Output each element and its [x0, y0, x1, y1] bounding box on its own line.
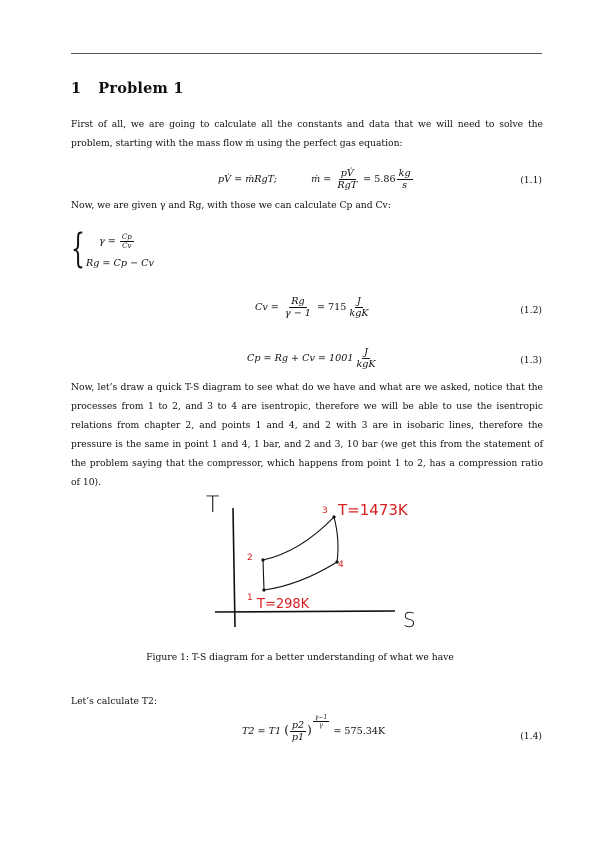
- cp-expression: Cp = Rg + Cv = 1001: [247, 353, 354, 364]
- cv-lhs: Cv =: [255, 302, 279, 313]
- gamma-num: Cp: [121, 233, 132, 241]
- ts-diagram: [200, 490, 430, 640]
- cp-unit-num: J: [364, 347, 368, 358]
- cv-unit-den: kgK: [349, 308, 369, 319]
- pressure-den: p1: [291, 732, 305, 743]
- close-paren: ): [307, 723, 312, 737]
- mdot-numerator: pV̇: [340, 168, 354, 179]
- equation-number-1-2: (1.2): [520, 305, 542, 316]
- label-t1: T=298K: [257, 597, 310, 612]
- exponent-den: γ: [319, 722, 323, 729]
- cp-unit-den: kgK: [356, 359, 376, 370]
- equation-number-1-3: (1.3): [520, 355, 542, 366]
- section-heading: [71, 80, 184, 97]
- equation-1-1: [218, 168, 414, 191]
- figure-caption: Figure 1: T-S diagram for a better understanding of what we have: [146, 652, 454, 663]
- cp-unit: [354, 347, 377, 370]
- axis-t-label: T: [206, 493, 220, 518]
- section-number: 1: [71, 80, 82, 97]
- paragraph-ts-diagram: Now, let’s draw a quick T-S diagram to see what do we have and what are we asked, notice that the processes from 1 to 2, and 3 to 4 are isentropic, therefore we will be able to use the isentropic relations from chapter 2, and points 1 and 4, and 2 with 3 are in isobaric lines, therefore the pressure is the same in point 1 and 4, 1 bar, and 2 and 3, 10 bar (we get this from the statement of the problem saying that the compressor, which happens from point 1 to 2, has a compression ratio of 10).: [71, 382, 543, 488]
- mdot-unit: [397, 168, 413, 191]
- equation-number-1-4: (1.4): [520, 731, 542, 742]
- point-3-marker: [332, 515, 335, 518]
- gamma-den: Cv: [122, 242, 132, 250]
- mdot-fraction: [335, 168, 359, 191]
- label-point-4: 4: [338, 560, 344, 570]
- paragraph-intro: First of all, we are going to calculate all the constants and data that we will need to solve the problem, starting with the mass flow ṁ using the perfect gas equation:: [71, 119, 543, 149]
- gamma-lhs: γ =: [99, 236, 116, 247]
- mdot-label: ṁ =: [311, 174, 332, 185]
- open-paren: (: [284, 723, 289, 737]
- equation-number-1-1: (1.1): [520, 175, 542, 186]
- mdot-value: = 5.86: [363, 174, 396, 185]
- mdot-unit-den: s: [402, 180, 408, 191]
- equation-1-3: [247, 347, 379, 370]
- axis-s-label: S: [403, 608, 416, 632]
- cv-fraction: [283, 296, 313, 319]
- cv-value: = 715: [316, 302, 347, 313]
- cv-unit: [347, 296, 370, 319]
- gamma-fraction: [120, 233, 134, 250]
- exponent-num: γ−1: [314, 714, 328, 721]
- section-title: Problem 1: [98, 80, 184, 97]
- gamma-definition: [99, 233, 135, 250]
- pressure-num: p2: [291, 720, 305, 731]
- label-point-2: 2: [247, 553, 253, 563]
- paragraph-given: Now, we are given γ and Rg, with those we can calculate Cp and Cv:: [71, 200, 391, 211]
- ideal-gas-equation: pV̇ = ṁRgT;: [218, 174, 277, 185]
- cycle-curve: [261, 515, 338, 591]
- point-1-marker: [262, 588, 265, 591]
- cv-unit-num: J: [357, 296, 361, 307]
- label-point-3: 3: [322, 506, 328, 516]
- cv-den: γ − 1: [284, 308, 311, 319]
- t2-value: = 575.34K: [333, 726, 386, 737]
- rg-definition: Rg = Cp − Cv: [86, 258, 154, 269]
- t2-lhs: T2 = T1: [242, 726, 282, 737]
- mdot-unit-num: kg: [398, 168, 411, 179]
- header-rule: [71, 53, 542, 54]
- mdot-denominator: RgT: [337, 180, 358, 191]
- t-axis: [233, 508, 235, 627]
- paragraph-t2: Let’s calculate T2:: [71, 696, 157, 707]
- equation-1-2: [255, 296, 372, 319]
- label-point-1: 1: [247, 593, 253, 603]
- label-t3: T=1473K: [338, 501, 408, 519]
- left-brace: {: [71, 226, 85, 272]
- point-2-marker: [261, 558, 264, 561]
- annotations: [247, 501, 409, 612]
- pressure-ratio: [290, 720, 306, 743]
- exponent-fraction: [313, 714, 329, 729]
- cv-num: Rg: [291, 296, 305, 307]
